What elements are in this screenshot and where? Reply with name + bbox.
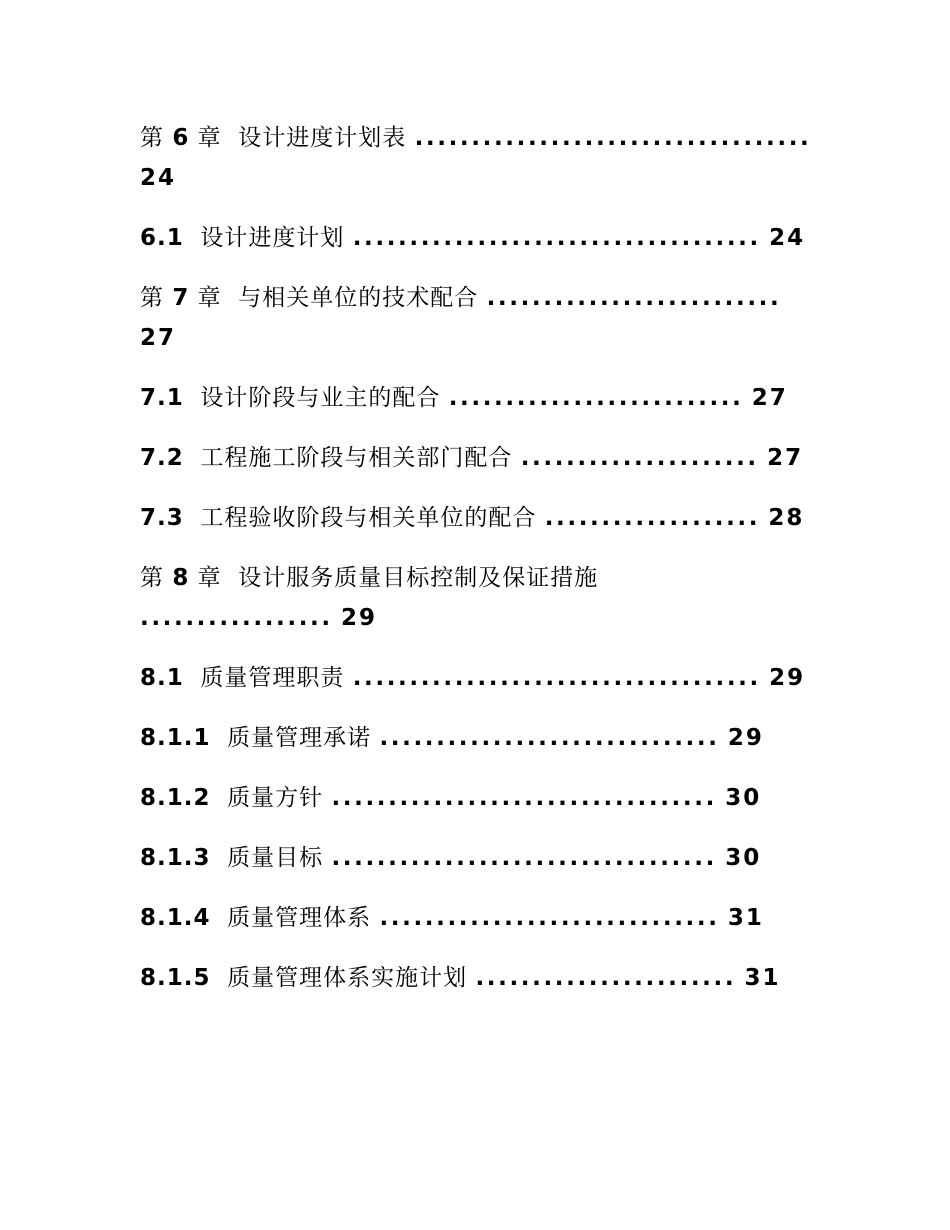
toc-chapter-prefix: 第 <box>140 565 164 591</box>
toc-chapter-suffix: 章 <box>197 565 222 591</box>
toc-page-number: 24 <box>140 165 177 191</box>
toc-leader-dots: ....................... <box>475 965 737 991</box>
toc-leader-dots: .................................... <box>352 225 761 251</box>
toc-page-number: 24 <box>769 225 806 251</box>
toc-chapter-suffix: 章 <box>197 285 222 311</box>
toc-page-number: 27 <box>767 445 804 471</box>
toc-entry-chapter-6[interactable] <box>140 118 820 198</box>
toc-page-number: 29 <box>341 605 378 631</box>
toc-chapter-number: 7 <box>172 285 190 311</box>
toc-leader-dots: .............................. <box>379 725 720 751</box>
toc-entry-title: 设计进度计划表 <box>238 125 407 151</box>
toc-leader-dots: .................................. <box>331 785 717 811</box>
toc-leader-dots: .......................... <box>486 285 782 311</box>
toc-entry-7-3[interactable] <box>140 498 820 538</box>
toc-entry-title: 质量目标 <box>227 845 324 871</box>
toc-section-number: 8.1.5 <box>140 965 211 991</box>
toc-leader-dots: ................................... <box>414 125 812 151</box>
toc-entry-title: 工程施工阶段与相关部门配合 <box>200 445 513 471</box>
toc-entry-chapter-7[interactable] <box>140 278 820 358</box>
toc-page-number: 31 <box>744 965 781 991</box>
toc-section-number: 8.1.1 <box>140 725 211 751</box>
toc-page-number: 30 <box>725 785 762 811</box>
toc-page-number: 30 <box>725 845 762 871</box>
toc-leader-dots: ................. <box>140 605 333 631</box>
toc-section-number: 8.1.3 <box>140 845 211 871</box>
toc-section-number: 7.1 <box>140 385 184 411</box>
toc-leader-dots: .................................. <box>331 845 717 871</box>
toc-leader-dots: ..................... <box>520 445 759 471</box>
toc-entry-title: 质量管理体系 <box>227 905 372 931</box>
toc-entry-7-1[interactable] <box>140 378 820 418</box>
toc-entry-title: 设计阶段与业主的配合 <box>200 385 441 411</box>
toc-page-number: 27 <box>140 325 177 351</box>
toc-chapter-prefix: 第 <box>140 285 164 311</box>
toc-entry-title: 质量管理职责 <box>200 665 345 691</box>
toc-entry-8-1-3[interactable] <box>140 838 820 878</box>
toc-chapter-number: 6 <box>172 125 190 151</box>
toc-entry-8-1-5[interactable] <box>140 958 820 998</box>
toc-section-number: 8.1 <box>140 665 184 691</box>
toc-entry-8-1-1[interactable] <box>140 718 820 758</box>
toc-page-number: 27 <box>751 385 788 411</box>
toc-section-number: 8.1.2 <box>140 785 211 811</box>
toc-chapter-prefix: 第 <box>140 125 164 151</box>
toc-entry-8-1-2[interactable] <box>140 778 820 818</box>
toc-entry-6-1[interactable] <box>140 218 820 258</box>
toc-section-number: 6.1 <box>140 225 184 251</box>
toc-page-number: 28 <box>768 505 805 531</box>
toc-entry-title: 设计服务质量目标控制及保证措施 <box>238 565 599 591</box>
toc-section-number: 7.2 <box>140 445 184 471</box>
toc-leader-dots: .................................... <box>352 665 761 691</box>
table-of-contents <box>140 118 820 1018</box>
toc-entry-7-2[interactable] <box>140 438 820 478</box>
toc-section-number: 8.1.4 <box>140 905 211 931</box>
toc-entry-8-1[interactable] <box>140 658 820 698</box>
toc-entry-8-1-4[interactable] <box>140 898 820 938</box>
toc-chapter-suffix: 章 <box>197 125 222 151</box>
toc-leader-dots: ................... <box>544 505 761 531</box>
toc-page-number: 29 <box>769 665 806 691</box>
toc-entry-title: 设计进度计划 <box>200 225 345 251</box>
toc-entry-title: 质量管理承诺 <box>227 725 372 751</box>
toc-entry-chapter-8[interactable] <box>140 558 820 638</box>
toc-leader-dots: .......................... <box>448 385 744 411</box>
toc-leader-dots: .............................. <box>379 905 720 931</box>
toc-chapter-number: 8 <box>172 565 190 591</box>
toc-entry-title: 质量管理体系实施计划 <box>227 965 468 991</box>
toc-page-number: 29 <box>727 725 764 751</box>
toc-section-number: 7.3 <box>140 505 184 531</box>
toc-page-number: 31 <box>727 905 764 931</box>
toc-entry-title: 工程验收阶段与相关单位的配合 <box>200 505 537 531</box>
toc-entry-title: 质量方针 <box>227 785 324 811</box>
toc-entry-title: 与相关单位的技术配合 <box>238 285 479 311</box>
